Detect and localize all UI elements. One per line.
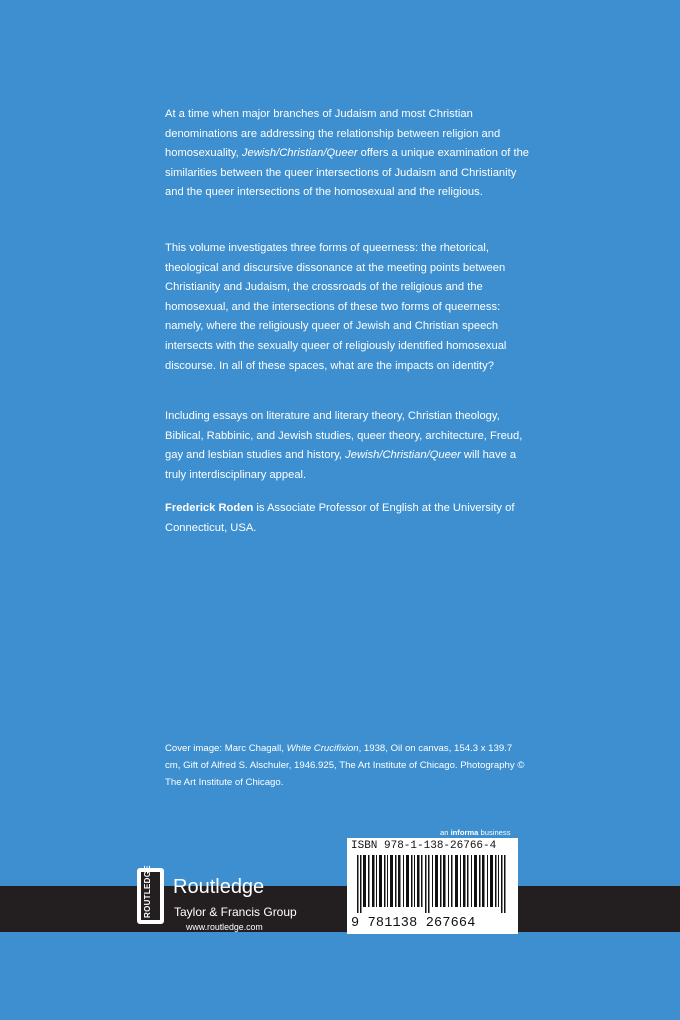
credit-end: , 1938, Oil on canvas, 154.3 x 139.7 cm, Gift of Alfred S. Alschuler, 1946.925, The Art Institute of Chicago. Photography © The Art Institute of Chicago. <box>165 743 525 789</box>
informa-brand: informa <box>450 828 479 837</box>
publisher-url[interactable]: www.routledge.com <box>186 922 263 932</box>
publisher-name: Routledge <box>173 876 265 898</box>
credit-start: Cover image: Marc Chagall, <box>165 743 287 754</box>
blurb-p2-text: This volume investigates three forms of queerness: the rhetorical, theological and discursive dissonance at the meeting points between Christianity and Judaism, the crossroads of the religious and the homosexual, and the intersections of these two forms of queerness: namely, where the religiously queer of Jewish and Christian speech intersects with the sexually queer of religiously identified homosexual discourse. In all of these spaces, what are the impacts on identity? <box>165 242 507 372</box>
editor-name: Frederick Roden <box>165 502 254 514</box>
informa-business-tag: an informa business <box>440 828 511 837</box>
artwork-title: White Crucifixion <box>286 743 359 754</box>
blurb-p3-end: will have a truly interdisciplinary appeal. <box>165 449 517 481</box>
book-title-ref: Jewish/Christian/Queer <box>241 147 358 160</box>
blurb-p3-start: Including essays on literature and literary theory, Christian theology, Biblical, Rabbinic, and Jewish studies, queer theory, architecture, Freud, gay and lesbian studies and history, <box>165 410 523 462</box>
editor-bio <box>165 499 535 538</box>
cover-image-credit <box>165 740 525 792</box>
routledge-logo-icon <box>137 865 164 924</box>
isbn-text: ISBN 978-1-138-26766-4 <box>351 840 497 852</box>
publisher-group: Taylor & Francis Group <box>174 905 297 919</box>
blurb-paragraph-3 <box>165 407 535 485</box>
logo-text: ROUTLEDGE <box>143 865 152 918</box>
ean-number: 9 781138 267664 <box>351 916 476 931</box>
editor-bio-text: is Associate Professor of English at the University of Connecticut, USA. <box>165 502 515 534</box>
blurb-paragraph-2 <box>165 239 535 376</box>
blurb-p1-start: At a time when major branches of Judaism and most Christian denominations are addressing the relationship between religion and homosexuality, <box>165 108 501 160</box>
barcode-icon <box>351 855 515 913</box>
blurb-paragraph-1 <box>165 105 535 203</box>
publisher-band <box>0 886 680 932</box>
book-title-ref: Jewish/Christian/Queer <box>345 449 461 462</box>
blurb-p1-end: offers a unique examination of the similarities between the queer intersections of Judaism and Christianity and the queer intersections of the homosexual and the religious. <box>165 147 530 199</box>
